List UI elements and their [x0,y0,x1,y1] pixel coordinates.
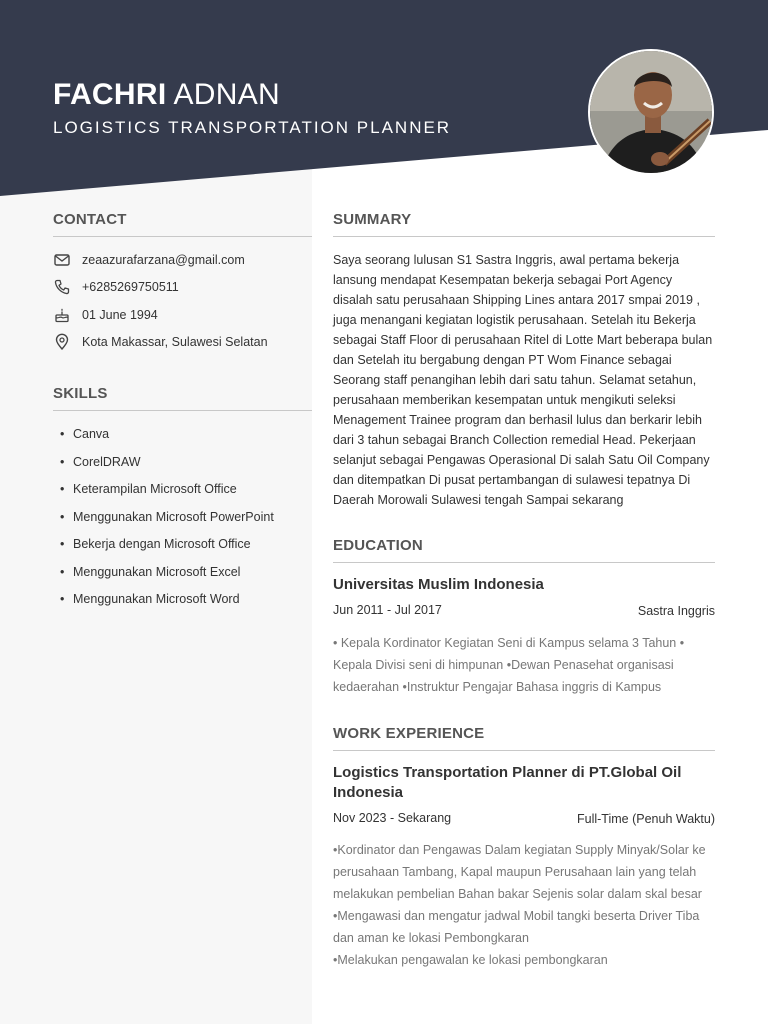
education-dates: Jun 2011 - Jul 2017 [333,603,442,617]
phone-text: +6285269750511 [82,280,179,294]
skills-divider [53,410,312,411]
summary-text: Saya seorang lulusan S1 Sastra Inggris, awal pertama bekerja lansung mendapat Kesempatan bekerja sebagai Port Agency disalah satu perusahaan Shipping Lines antara 2017 smpai 2019 , juga menangani kegiatan logistik perusahaan. Setelah itu Bekerja sebagai Staff Floor di perusahaan Ritel di Lotte Mart beberapa bulan dan Setelah itu bergabung dengan PT Wom Finance sebagai Seorang staff penangihan lebih dari satu tahun. Selamat setahun, perusahaan memberikan kesempatan untuk mengikuti seleksi Menagement Trainee program dan berhasil lulus dan berkarir lebih dari 3 tahun sebagai Branch Collection remedial Head. Pekerjaan selanjut sebagai Pengawas Operasional Di salah Satu Oil Company dan ditempatkan Di pusat pertambangan di sulawesi tepatnya Di Daerah Morowali Sulawesi tengah Sampai sekarang [333,253,713,507]
summary-heading: SUMMARY [333,211,412,228]
first-name: FACHRI [53,78,167,111]
contact-location [53,333,268,351]
birthdate-text: 01 June 1994 [82,308,158,322]
work-description [333,839,715,971]
education-description: • Kepala Kordinator Kegiatan Seni di Kampus selama 3 Tahun • Kepala Divisi seni di himpunan •Dewan Penasehat organisasi kedaerahan •Instruktur Pengajar Bahasa inggris di Kampus [333,636,685,694]
phone-icon [53,278,71,296]
full-name [53,78,280,112]
profile-photo [588,49,714,175]
skill-item: • Menggunakan Microsoft PowerPoint [60,509,274,524]
contact-birthdate [53,306,158,324]
skill-item: • Bekerja dengan Microsoft Office [60,537,251,551]
skills-heading: SKILLS [53,385,108,402]
location-pin-icon [53,333,71,351]
skill-item: • Keterampilan Microsoft Office [60,482,237,496]
work-bullet: •Mengawasi dan mengatur jadwal Mobil tangki beserta Driver Tiba dan aman ke lokasi Pembongkaran [333,909,700,945]
mail-icon [53,251,71,269]
location-text: Kota Makassar, Sulawesi Selatan [82,335,268,349]
education-major: Sastra Inggris [637,604,715,618]
skill-item: • Canva [60,427,110,441]
skill-item: • Menggunakan Microsoft Word [60,592,240,606]
contact-heading: CONTACT [53,211,127,228]
contact-email[interactable] [53,251,245,269]
education-heading: EDUCATION [333,537,423,554]
skill-item: • Menggunakan Microsoft Excel [60,564,241,579]
work-bullet: •Kordinator dan Pengawas Dalam kegiatan Supply Minyak/Solar ke perusahaan Tambang, Kapal maupun Perusahaan lain yang telah melakukan pembelian Bahan bakar Sejenis solar dalam skal besar [333,843,706,901]
contact-phone[interactable] [53,278,179,296]
skills-list [60,424,274,617]
job-title: LOGISTICS TRANSPORTATION PLANNER [53,118,452,137]
work-bullet: •Melakukan pengawalan ke lokasi pembongkaran [333,953,608,967]
cake-icon [53,306,71,324]
education-divider [333,562,715,563]
school-name: Universitas Muslim Indonesia [333,576,544,593]
skill-item: • CorelDRAW [60,454,141,469]
work-heading: WORK EXPERIENCE [333,725,485,742]
last-name: ADNAN [173,78,280,111]
work-dates: Nov 2023 - Sekarang [333,811,452,825]
work-type: Full-Time (Penuh Waktu) [577,812,715,826]
contact-divider [53,236,312,237]
work-divider [333,750,715,751]
summary-divider [333,236,715,237]
email-text: zeaazurafarzana@gmail.com [82,253,245,267]
job-position: Logistics Transportation Planner di PT.Global Oil Indonesia [333,764,682,801]
